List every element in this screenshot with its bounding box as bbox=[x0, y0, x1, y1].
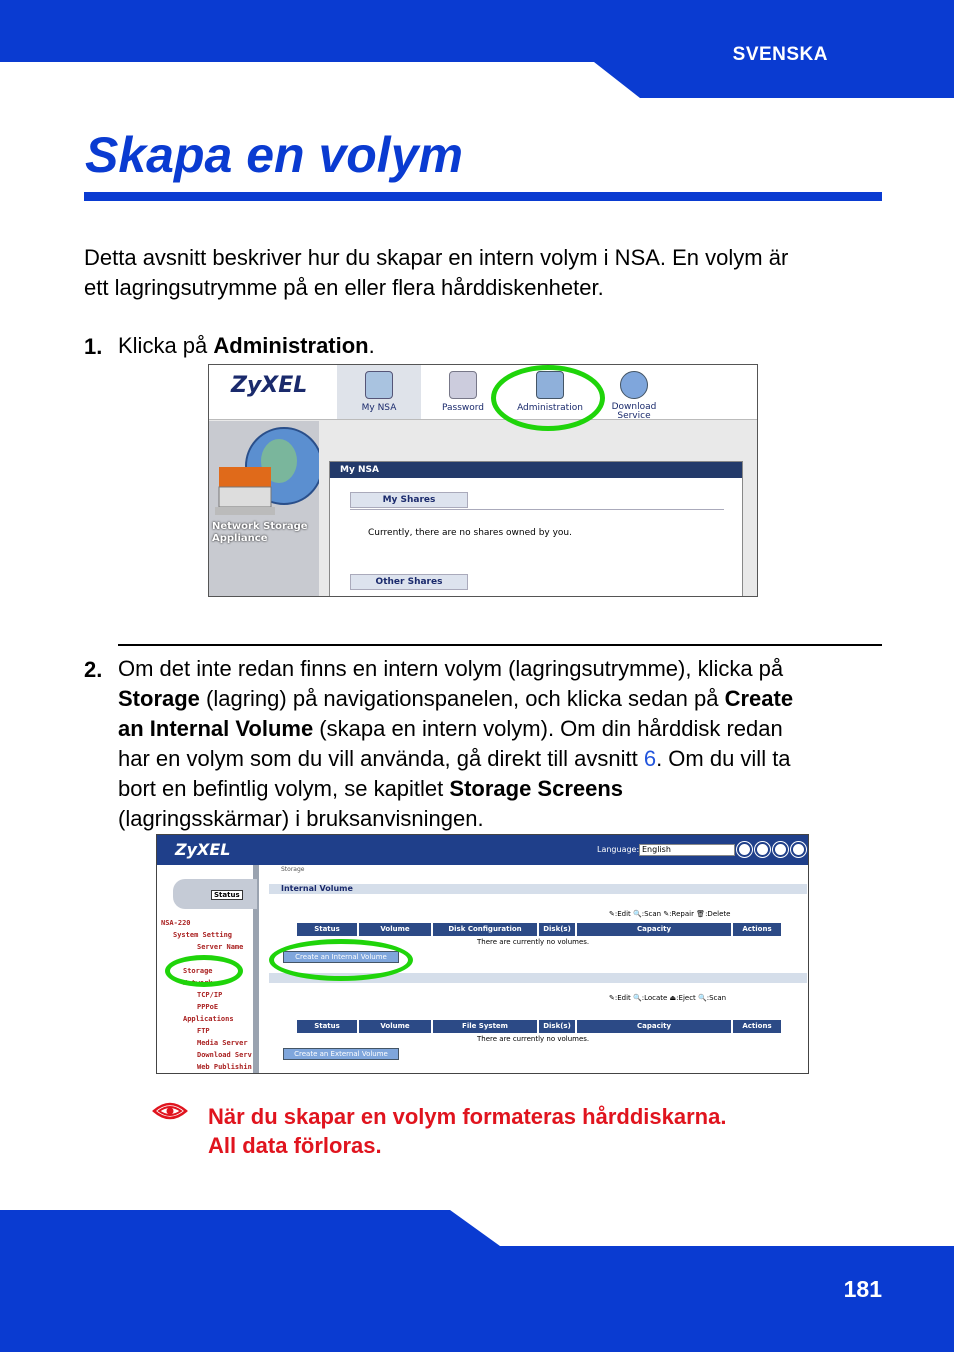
internal-empty-message: There are currently no volumes. bbox=[477, 938, 590, 946]
storage-highlight-ring bbox=[165, 955, 243, 987]
step-2-text: Om det inte redan finns en intern volym (lagringsutrymme), klicka på Storage (lagring) på navigationspanelen, och klicka sedan på Create an Internal Volume (skapa en intern volym). Om din hårddisk redan har en volym som du vill använda, gå direkt till avsnitt 6. Om du vill ta bort en befintlig volym, se kapitlet Storage Screens (lagringsskärmar) i bruksanvisningen. bbox=[118, 656, 794, 831]
section-6-link[interactable]: 6 bbox=[643, 746, 657, 771]
language-label: SVENSKA bbox=[732, 44, 828, 65]
home-icon[interactable] bbox=[773, 842, 788, 857]
about-icon[interactable] bbox=[755, 842, 770, 857]
col-capacity: Capacity bbox=[577, 923, 731, 936]
administration-highlight-ring bbox=[491, 365, 605, 431]
nav-password[interactable]: Password bbox=[421, 365, 505, 419]
screenshot-my-nsa bbox=[208, 364, 758, 597]
tree-system-setting[interactable]: System Setting bbox=[173, 931, 233, 939]
title-rule bbox=[84, 192, 882, 201]
page-title: Skapa en volym bbox=[85, 127, 463, 183]
step-1-text: Klicka på Administration. bbox=[118, 333, 375, 358]
internal-actions-legend: ✎:Edit 🔍:Scan ✎:Repair 🗑:Delete bbox=[609, 910, 731, 918]
footer-band bbox=[0, 1210, 954, 1352]
tree-nsa[interactable]: NSA-220 bbox=[161, 919, 191, 927]
download-globe-icon bbox=[620, 371, 648, 399]
language-select[interactable]: English bbox=[639, 844, 735, 856]
no-shares-message: Currently, there are no shares owned by you. bbox=[368, 528, 572, 538]
col-disks: Disk(s) bbox=[539, 923, 575, 936]
tree-media-server[interactable]: Media Server bbox=[197, 1039, 248, 1047]
panel-title: My NSA bbox=[330, 462, 742, 478]
language-label: Language: bbox=[597, 845, 640, 854]
my-shares-header: My Shares bbox=[350, 492, 468, 508]
other-shares-header: Other Shares bbox=[350, 574, 468, 590]
nsa-left-panel bbox=[209, 421, 319, 597]
step-divider bbox=[118, 644, 882, 646]
status-tab[interactable]: Status bbox=[211, 890, 243, 900]
network-storage-label: Network Storage Appliance bbox=[212, 521, 308, 544]
tree-applications[interactable]: Applications bbox=[183, 1015, 234, 1023]
logout-icon[interactable] bbox=[791, 842, 806, 857]
step-1-number: 1. bbox=[84, 334, 103, 359]
tree-ftp[interactable]: FTP bbox=[197, 1027, 210, 1035]
screenshot-storage bbox=[156, 834, 809, 1074]
help-icon[interactable] bbox=[737, 842, 752, 857]
nsa-top-bar bbox=[209, 365, 758, 420]
breadcrumb: Storage bbox=[281, 866, 305, 873]
tree-storage[interactable]: Storage bbox=[183, 967, 213, 975]
col-actions: Actions bbox=[733, 923, 781, 936]
intro-line-2: ett lagringsutrymme på en eller flera hårddiskenheter. bbox=[84, 275, 604, 300]
computer-icon bbox=[365, 371, 393, 399]
nav-administration[interactable]: Administration bbox=[505, 365, 595, 419]
col-status: Status bbox=[297, 923, 357, 936]
col-actions: Actions bbox=[733, 1020, 781, 1033]
tree-download-service[interactable]: Download Serv bbox=[197, 1051, 252, 1059]
storage-top-bar bbox=[157, 835, 809, 865]
tree-server-name[interactable]: Server Name bbox=[197, 943, 244, 951]
col-disks: Disk(s) bbox=[539, 1020, 575, 1033]
intro-line-1: Detta avsnitt beskriver hur du skapar en intern volym i NSA. En volym är bbox=[84, 245, 789, 270]
my-nsa-panel bbox=[329, 461, 743, 597]
eye-warning-icon bbox=[152, 1100, 188, 1122]
zyxel-logo: ZyXEL bbox=[231, 373, 308, 398]
tree-network[interactable]: Network bbox=[183, 979, 213, 987]
create-external-volume-button[interactable]: Create an External Volume bbox=[283, 1048, 399, 1060]
nas-device-globe-icon bbox=[209, 421, 319, 597]
tree-pppoe[interactable]: PPPoE bbox=[197, 1003, 219, 1011]
col-disk-configuration: Disk Configuration bbox=[433, 923, 537, 936]
col-volume: Volume bbox=[359, 923, 431, 936]
password-icon bbox=[449, 371, 477, 399]
tree-tcp-ip[interactable]: TCP/IP bbox=[197, 991, 223, 999]
external-actions-legend: ✎:Edit 🔍:Locate ⏏:Eject 🔍:Scan bbox=[609, 994, 727, 1002]
internal-volume-title: Internal Volume bbox=[281, 884, 353, 893]
tree-web-publishing[interactable]: Web Publishin bbox=[197, 1063, 252, 1071]
external-empty-message: There are currently no volumes. bbox=[477, 1035, 590, 1043]
nav-download-service[interactable]: Download Service bbox=[599, 365, 669, 419]
create-volume-highlight-ring bbox=[269, 939, 413, 981]
step-2-number: 2. bbox=[84, 657, 103, 682]
page-number: 181 bbox=[843, 1276, 882, 1302]
col-file-system: File System bbox=[433, 1020, 537, 1033]
zyxel-logo: ZyXEL bbox=[175, 840, 231, 859]
col-status: Status bbox=[297, 1020, 357, 1033]
warning-text: När du skapar en volym formateras hårddiskarna. All data förloras. bbox=[208, 1104, 727, 1158]
col-volume: Volume bbox=[359, 1020, 431, 1033]
col-capacity: Capacity bbox=[577, 1020, 731, 1033]
create-internal-volume-button[interactable]: Create an Internal Volume bbox=[283, 951, 399, 963]
my-shares-rule bbox=[350, 509, 724, 510]
nav-my-nsa[interactable]: My NSA bbox=[337, 365, 421, 419]
